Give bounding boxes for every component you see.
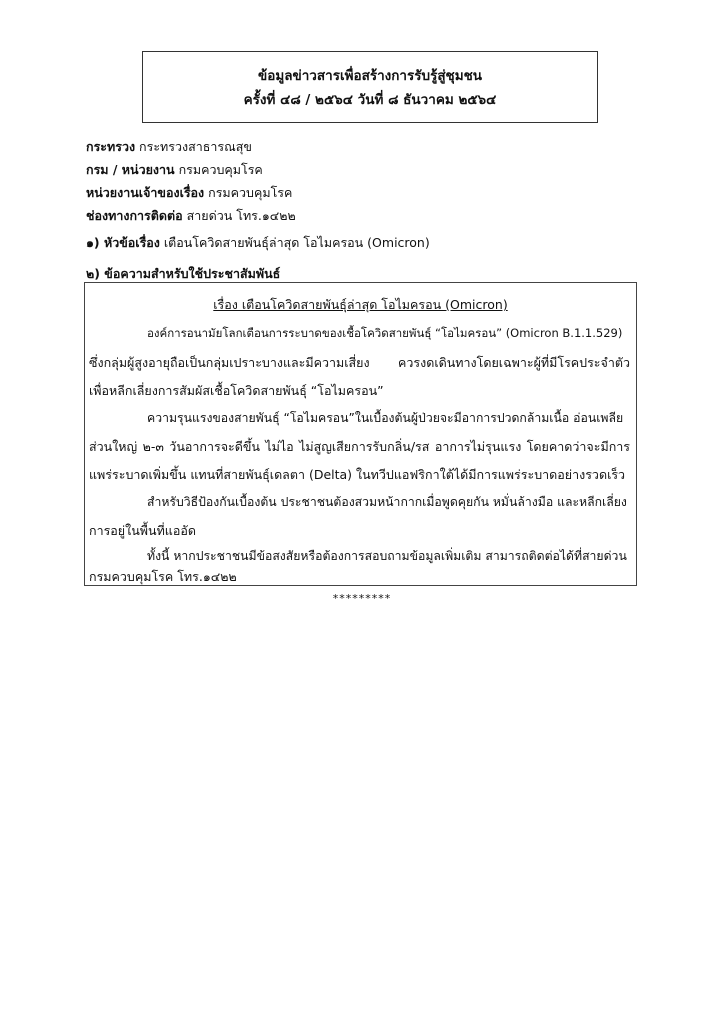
meta-department — [86, 160, 263, 180]
paragraph-line: ความรุนแรงของสายพันธุ์ “โอไมครอน”ในเบื้องต้นผู้ป่วยจะมีอาการปวดกล้ามเนื้อ อ่อนเพลีย — [147, 411, 624, 425]
meta-label: หน่วยงานเจ้าของเรื่อง — [86, 185, 205, 200]
section-topic-label: ๑) หัวข้อเรื่อง — [86, 235, 160, 250]
meta-value: สายด่วน โทร.๑๔๒๒ — [182, 208, 296, 223]
meta-value: กระทรวงสาธารณสุข — [135, 139, 252, 154]
paragraph-line: แพร่ระบาดเพิ่มขึ้น แทนที่สายพันธุ์เดลตา (Delta) ในทวีปแอฟริกาใต้ได้มีการแพร่ระบาดอย่างรวดเร็ว — [89, 467, 626, 482]
section-topic-value: เตือนโควิดสายพันธุ์ล่าสุด โอไมครอน (Omicron) — [159, 235, 430, 250]
meta-label: กรม / หน่วยงาน — [86, 162, 175, 177]
content-box — [84, 282, 637, 586]
paragraph-line: สำหรับวิธีป้องกันเบื้องต้น ประชาชนต้องสวมหน้ากากเมื่อพูดคุยกัน หมั่นล้างมือ และหลีกเลี่ยง — [147, 495, 627, 509]
content-title: เรื่อง เตือนโควิดสายพันธุ์ล่าสุด โอไมครอน (Omicron) — [213, 297, 508, 312]
paragraph-line: การอยู่ในพื้นที่แออัด — [89, 523, 196, 538]
paragraph-line: องค์การอนามัยโลกเตือนการระบาดของเชื้อโควิดสายพันธุ์ “โอไมครอน” (Omicron B.1.1.529) — [147, 326, 623, 340]
meta-label: กระทรวง — [86, 139, 136, 154]
meta-owner — [86, 183, 292, 203]
section-message-label: ๒) ข้อความสำหรับใช้ประชาสัมพันธ์ — [86, 266, 281, 281]
meta-value: กรมควบคุมโรค — [174, 162, 263, 177]
header-box — [142, 51, 598, 123]
paragraph-line: กรมควบคุมโรค โทร.๑๔๒๒ — [89, 569, 237, 584]
paragraph-line: เพื่อหลีกเลี่ยงการสัมผัสเชื้อโควิดสายพันธุ์ “โอไมครอน” — [89, 383, 384, 398]
section-message — [86, 264, 280, 284]
paragraph-line: ทั้งนี้ หากประชาชนมีข้อสงสัยหรือต้องการสอบถามข้อมูลเพิ่มเติม สามารถติดต่อได้ที่สายด่วน — [147, 549, 627, 563]
header-issue-date: ครั้งที่ ๔๘ / ๒๕๖๔ วันที่ ๘ ธันวาคม ๒๕๖๔ — [243, 92, 497, 108]
meta-value: กรมควบคุมโรค — [204, 185, 293, 200]
meta-contact — [86, 206, 296, 226]
end-marker: ********* — [332, 592, 392, 605]
section-topic — [86, 233, 430, 253]
header-title: ข้อมูลข่าวสารเพื่อสร้างการรับรู้สู่ชุมชน — [257, 68, 483, 84]
meta-label: ช่องทางการติดต่อ — [86, 208, 183, 223]
paragraph-line: ซึ่งกลุ่มผู้สูงอายุถือเป็นกลุ่มเปราะบางและมีความเสี่ยง ควรงดเดินทางโดยเฉพาะผู้ที่มีโรคประจำตัว — [89, 355, 630, 370]
meta-ministry — [86, 137, 252, 157]
paragraph-line: ส่วนใหญ่ ๒-๓ วันอาการจะดีขึ้น ไม่ไอ ไม่สูญเสียการรับกลิ่น/รส อาการไม่รุนแรง โดยคาดว่าจะมีการ — [89, 439, 630, 454]
